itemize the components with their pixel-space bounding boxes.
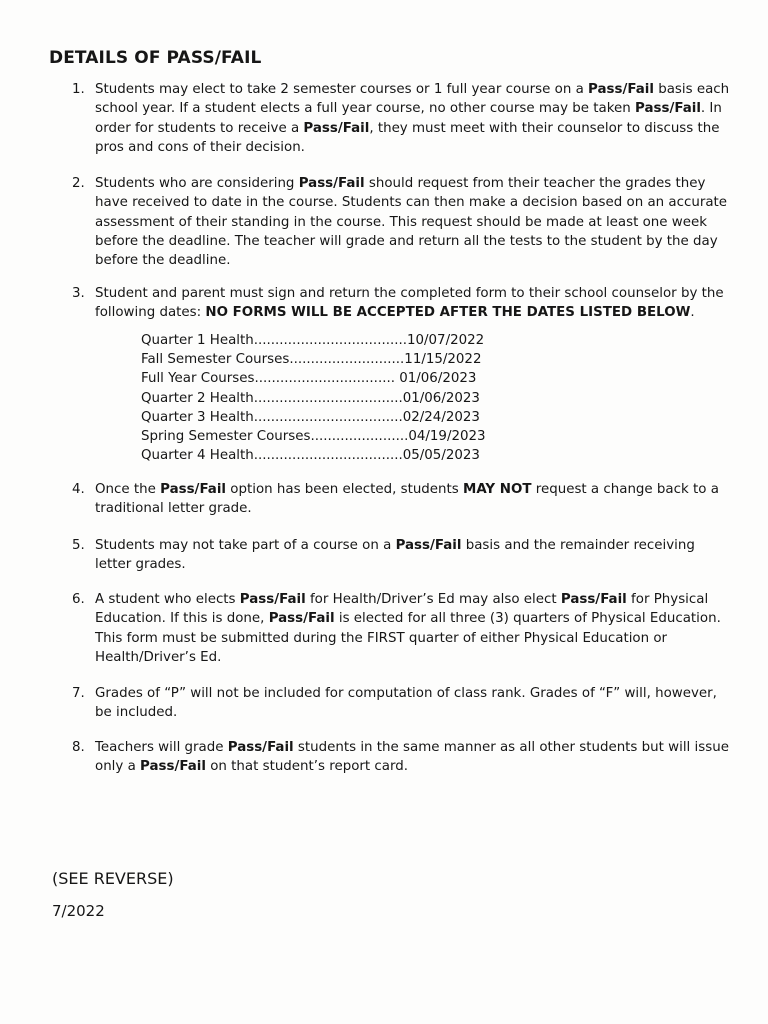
text-run: . [690,305,695,321]
deadline-date: 10/07/2022 [406,333,485,348]
deadline-date: 11/15/2022 [404,352,482,368]
list-item-2 [72,174,732,270]
bold-term: Pass/Fail [395,538,462,553]
revision-date: 7/2022 [52,902,105,920]
item-number: 3. [72,286,85,301]
list-item-5 [72,536,732,575]
item-text [95,590,732,667]
list-item-1 [72,80,732,157]
item-number: 2. [72,176,85,191]
page-title: DETAILS OF PASS/FAIL [49,48,262,68]
text-run: for Physical Education. If this is done, [95,592,709,627]
deadline-list [141,331,486,465]
item-text [95,80,732,157]
deadline-row [141,331,486,350]
deadline-leader: ........................... [289,352,405,368]
deadline-leader: ....................... [310,429,409,445]
text-run: basis each school year. If a student elects a full year course, no other course may be taken [95,82,730,117]
deadline-leader: ................................... [253,390,403,406]
text-run: , they must meet with their counselor to discuss the pros and cons of their decision. [95,120,720,155]
text-run: option has been elected, students [226,482,464,497]
text-run: basis and the remainder receiving letter grades. [95,538,695,573]
deadline-row [141,369,486,388]
bold-term: Pass/Fail [140,759,206,775]
item-text [95,684,732,723]
deadline-row [141,350,486,369]
text-run: Students may not take part of a course on a [95,538,396,553]
text-run: should request from their teacher the grades they have received to date in the course. Students can then make a decision based on an accurate assessment of their standing in the course. This request should be made at least one week before the deadline. The teacher will grade and return all the tests to the student by the day before the deadline. [95,176,728,269]
deadline-leader: .................................... [253,333,407,348]
item-number: 7. [72,686,85,701]
text-run: students in the same manner as all other students but will issue only a [95,740,729,775]
list-item-4 [72,480,732,519]
deadline-date: 01/06/2023 [402,390,480,406]
bold-term: Pass/Fail [588,82,654,97]
deadline-leader: ................................... [253,448,403,464]
deadline-label: Fall Semester Courses [141,352,290,368]
bold-term: NO FORMS WILL BE ACCEPTED AFTER THE DATES LISTED BELOW [205,305,691,321]
text-run: for Health/Driver’s Ed may also elect [305,592,561,607]
text-run: is elected for all three (3) quarters of Physical Education. This form must be submitted during the FIRST quarter of either Physical Education or Health/Driver’s Ed. [95,611,721,665]
item-number: 6. [72,592,85,607]
text-run: A student who elects [95,592,240,607]
list-item-7 [72,684,732,723]
deadline-date: 04/19/2023 [408,429,486,445]
item-text [95,738,732,777]
bold-term: Pass/Fail [635,101,701,117]
bold-term: Pass/Fail [560,592,627,607]
deadline-date: 05/05/2023 [402,448,480,464]
deadline-label: Quarter 3 Health [141,409,254,425]
item-number: 8. [72,740,85,755]
text-run: Once the [95,482,161,497]
text-run: . In order for students to receive a [95,101,722,136]
bold-term: Pass/Fail [239,592,306,607]
deadline-row [141,427,486,446]
bold-term: Pass/Fail [298,176,365,191]
bold-term: Pass/Fail [268,611,335,627]
item-number: 1. [72,82,85,97]
deadline-date: 01/06/2023 [399,371,477,387]
text-run: Grades of “P” will not be included for computation of class rank. Grades of “F” will, however, be included. [95,686,717,721]
bold-term: Pass/Fail [303,120,370,136]
deadline-row [141,408,486,427]
item-text [95,174,732,270]
text-run: request a change back to a traditional letter grade. [95,482,719,517]
text-run: Student and parent must sign and return the completed form to their school counselor by the following dates: [95,286,724,321]
deadline-date: 02/24/2023 [402,409,480,425]
text-run: Students may elect to take 2 semester courses or 1 full year course on a [95,82,589,97]
list-item-8 [72,738,732,777]
item-number: 5. [72,538,85,553]
bold-term: MAY NOT [463,482,532,497]
item-text [95,536,732,575]
deadline-leader: ................................... [253,409,403,425]
list-item-6 [72,590,732,667]
deadline-row [141,446,486,465]
deadline-leader: ................................. [254,371,400,387]
item-number: 4. [72,482,85,497]
item-text [95,284,732,323]
item-text [95,480,732,519]
bold-term: Pass/Fail [227,740,294,755]
deadline-label: Spring Semester Courses [141,429,311,445]
see-reverse-note: (SEE REVERSE) [52,869,174,888]
deadline-label: Full Year Courses [141,371,255,387]
text-run: Teachers will grade [95,740,228,755]
deadline-row [141,389,486,408]
text-run: Students who are considering [95,176,299,191]
bold-term: Pass/Fail [160,482,227,497]
deadline-label: Quarter 1 Health [141,333,254,348]
deadline-label: Quarter 4 Health [141,448,254,464]
deadline-label: Quarter 2 Health [141,390,254,406]
text-run: on that student’s report card. [205,759,409,775]
list-item-3 [72,284,732,323]
